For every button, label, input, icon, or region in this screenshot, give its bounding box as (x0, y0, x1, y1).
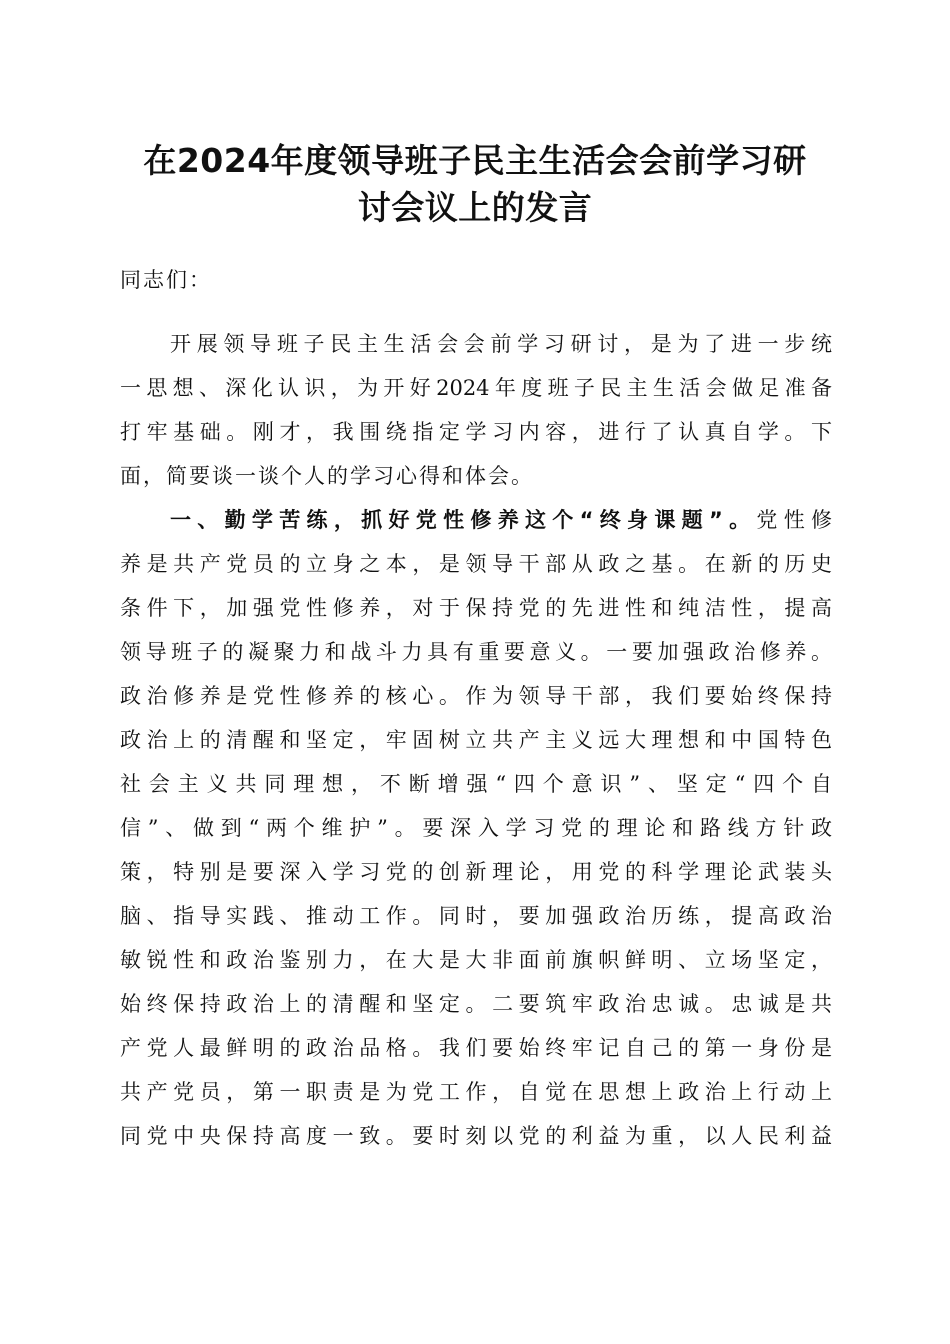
paragraph-line: 政治修养是党性修养的核心。作为领导干部，我们要始终保持 (120, 684, 832, 708)
paragraph-line: 共产党员，第一职责是为党工作，自觉在思想上政治上行动上 (120, 1080, 832, 1104)
paragraph-line: 敏锐性和政治鉴别力，在大是大非面前旗帜鲜明、立场坚定， (120, 948, 832, 972)
paragraph-line: 始终保持政治上的清醒和坚定。二要筑牢政治忠诚。忠诚是共 (120, 992, 832, 1016)
document-title-line-2: 讨会议上的发言 (357, 188, 593, 227)
paragraph-line: 同党中央保持高度一致。要时刻以党的利益为重，以人民利益 (120, 1124, 832, 1148)
paragraph-line: 打牢基础。刚才，我围绕指定学习内容，进行了认真自学。下 (120, 420, 832, 444)
paragraph-line: 政治上的清醒和坚定，牢固树立共产主义远大理想和中国特色 (120, 728, 832, 752)
paragraph-line: 领导班子的凝聚力和战斗力具有重要意义。一要加强政治修养。 (120, 640, 832, 664)
paragraph-line: 开展领导班子民主生活会会前学习研讨，是为了进一步统 (170, 332, 832, 356)
section-1-first-line-tail: 党性修 (756, 508, 833, 532)
paragraph-line: 产党人最鲜明的政治品格。我们要始终牢记自己的第一身份是 (120, 1036, 832, 1060)
section-1-first-line (170, 498, 832, 542)
paragraph-line: 条件下，加强党性修养，对于保持党的先进性和纯洁性，提高 (120, 596, 832, 620)
salutation: 同志们： (120, 268, 212, 292)
paragraph-line: 养是共产党员的立身之本，是领导干部从政之基。在新的历史 (120, 552, 832, 576)
paragraph-line: 脑、指导实践、推动工作。同时，要加强政治历练，提高政治 (120, 904, 832, 928)
document-title-line-1: 在2024年度领导班子民主生活会会前学习研 (143, 141, 807, 180)
paragraph-line: 信”、做到“两个维护”。要深入学习党的理论和路线方针政 (120, 816, 832, 840)
paragraph-line: 策，特别是要深入学习党的创新理论，用党的科学理论武装头 (120, 860, 832, 884)
section-1-heading: 一、勤学苦练，抓好党性修养这个“终身课题”。 (170, 508, 757, 532)
paragraph-line: 一思想、深化认识，为开好2024年度班子民主生活会做足准备 (120, 376, 832, 400)
paragraph-line: 社会主义共同理想，不断增强“四个意识”、坚定“四个自 (120, 772, 832, 796)
paragraph-line: 面，简要谈一谈个人的学习心得和体会。 (120, 464, 534, 488)
